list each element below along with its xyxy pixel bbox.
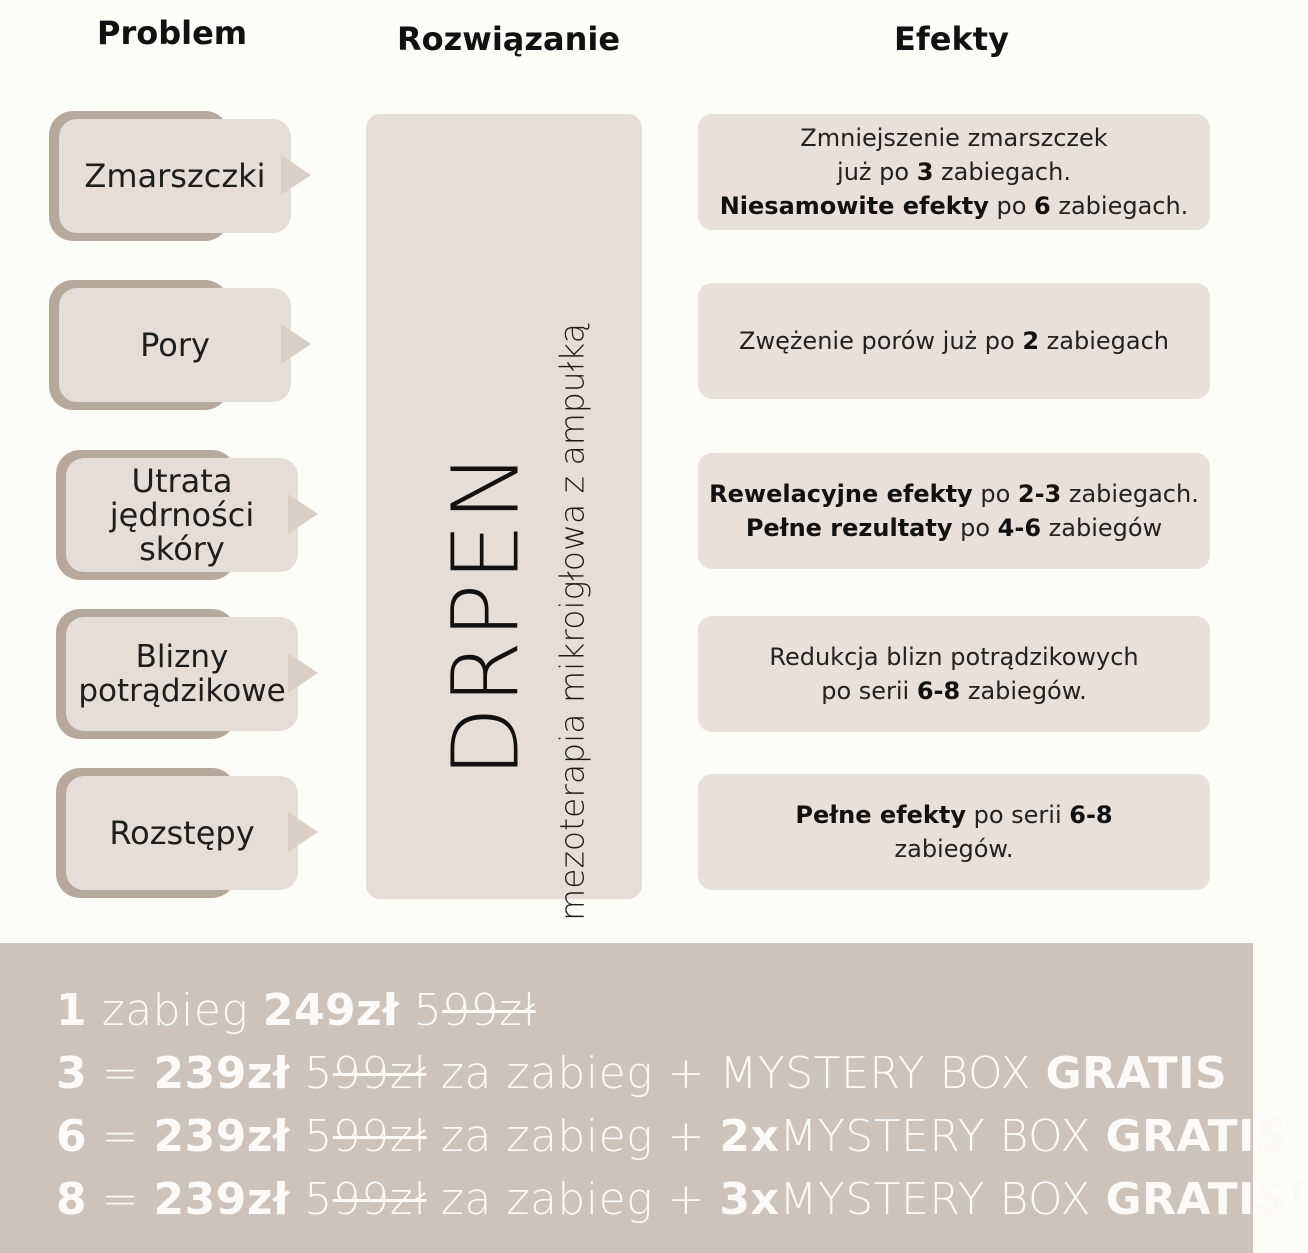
old-price: 99zł [332,1111,427,1162]
text-segment: = [87,1174,154,1225]
bold-text: Rewelacyjne efekty [709,480,973,508]
solution-panel [366,114,642,921]
effect-line [739,324,1169,358]
text-segment: zabiegach [1039,327,1169,355]
text-segment: MYSTERY BOX [779,1111,1106,1162]
arrow-right-icon [288,653,318,693]
effect-card [698,114,1210,230]
effect-line [795,798,1112,832]
text-segment: po serii [821,677,917,705]
effect-line [769,640,1138,674]
text-segment: zabiegach. [1061,480,1199,508]
bold-text: 2-3 [1017,480,1062,508]
bold-text: 6 [56,1111,88,1162]
bold-text: 3 [916,158,934,186]
text-segment: po [972,480,1018,508]
text-segment: już po [837,158,917,186]
bold-text: Niesamowite efekty [719,192,989,220]
text-segment: zabiegów. [894,835,1014,863]
effect-line [837,155,1071,189]
effect-line [800,121,1107,155]
effects-header: Efekty [894,20,1009,58]
text-segment: za zabieg + MYSTERY BOX [426,1048,1046,1099]
problem-label: Rozstępy [66,776,298,890]
solution-header: Rozwiązanie [397,20,621,58]
effect-card [698,774,1210,890]
problem-label: Blizny potrądzikowe [66,617,298,731]
bold-text: 6-8 [1069,801,1113,829]
bold-text: 249zł [262,985,400,1036]
bold-text: 2x [719,1111,780,1162]
bold-text: 8 [56,1174,88,1225]
bold-text: 6 [1034,192,1051,220]
effect-card [698,283,1210,399]
arrow-right-icon [281,324,311,364]
bold-text: 1 [56,985,88,1036]
bold-text: GRATIS [1105,1111,1288,1162]
arrow-right-icon [288,812,318,852]
text-segment: = [87,1111,154,1162]
problem-label: Pory [59,288,291,402]
text-segment: zabiegów. [960,677,1087,705]
text-segment: 5 [399,985,443,1036]
text-segment: zabieg [87,985,263,1036]
bold-text: GRATIS [1045,1048,1228,1099]
solution-subtitle: mezoterapia mikroigłowa z ampułką [552,323,592,921]
price-line [56,1174,1308,1225]
arrow-right-icon [281,155,311,195]
problem-header: Problem [97,14,248,52]
effect-card [698,453,1210,569]
text-segment: zabiegach. [1050,192,1189,220]
bold-text: 239zł [153,1111,290,1162]
problem-label: Zmarszczki [59,119,291,233]
old-price: 99zł [332,1174,427,1225]
arrow-right-icon [288,494,318,534]
effect-line [746,511,1162,545]
brand-name: DRPEN [432,450,540,778]
text-segment: 5 [289,1048,333,1099]
text-segment: Zmniejszenie zmarszczek [800,124,1108,152]
problem-label: Utrata jędrności skóry [66,458,298,572]
bold-text: 3x [719,1174,780,1225]
price-line [56,1111,1287,1162]
bold-text: 239zł [153,1174,290,1225]
bold-text: Pełne efekty [795,801,966,829]
text-segment: MYSTERY BOX [779,1174,1106,1225]
bold-text: 2 [1022,327,1040,355]
price-line [56,985,536,1036]
effect-line [895,832,1014,866]
effect-line [720,189,1189,223]
text-segment: zabiegów [1041,514,1163,542]
effect-line [709,477,1199,511]
bold-text: 6-8 [916,677,961,705]
text-segment: Redukcja blizn potrądzikowych [769,643,1139,671]
bold-text: 239zł [153,1048,290,1099]
text-segment: po [952,514,998,542]
bold-text: GRATIS! [1105,1174,1308,1225]
bold-text: 3 [56,1048,88,1099]
text-segment: zabiegach. [933,158,1071,186]
effect-line [821,674,1087,708]
effect-card [698,616,1210,732]
price-line [56,1048,1227,1099]
text-segment: Zwężenie porów już po [739,327,1023,355]
text-segment: za zabieg + [426,1111,720,1162]
text-segment: po serii [965,801,1070,829]
text-segment: po [988,192,1035,220]
text-segment: za zabieg + [426,1174,720,1225]
bold-text: Pełne rezultaty [745,514,953,542]
text-segment: 5 [289,1111,333,1162]
text-segment: = [87,1048,154,1099]
text-segment: 5 [289,1174,333,1225]
bold-text: 4-6 [997,514,1042,542]
old-price: 99zł [442,985,536,1036]
old-price: 99zł [332,1048,427,1099]
